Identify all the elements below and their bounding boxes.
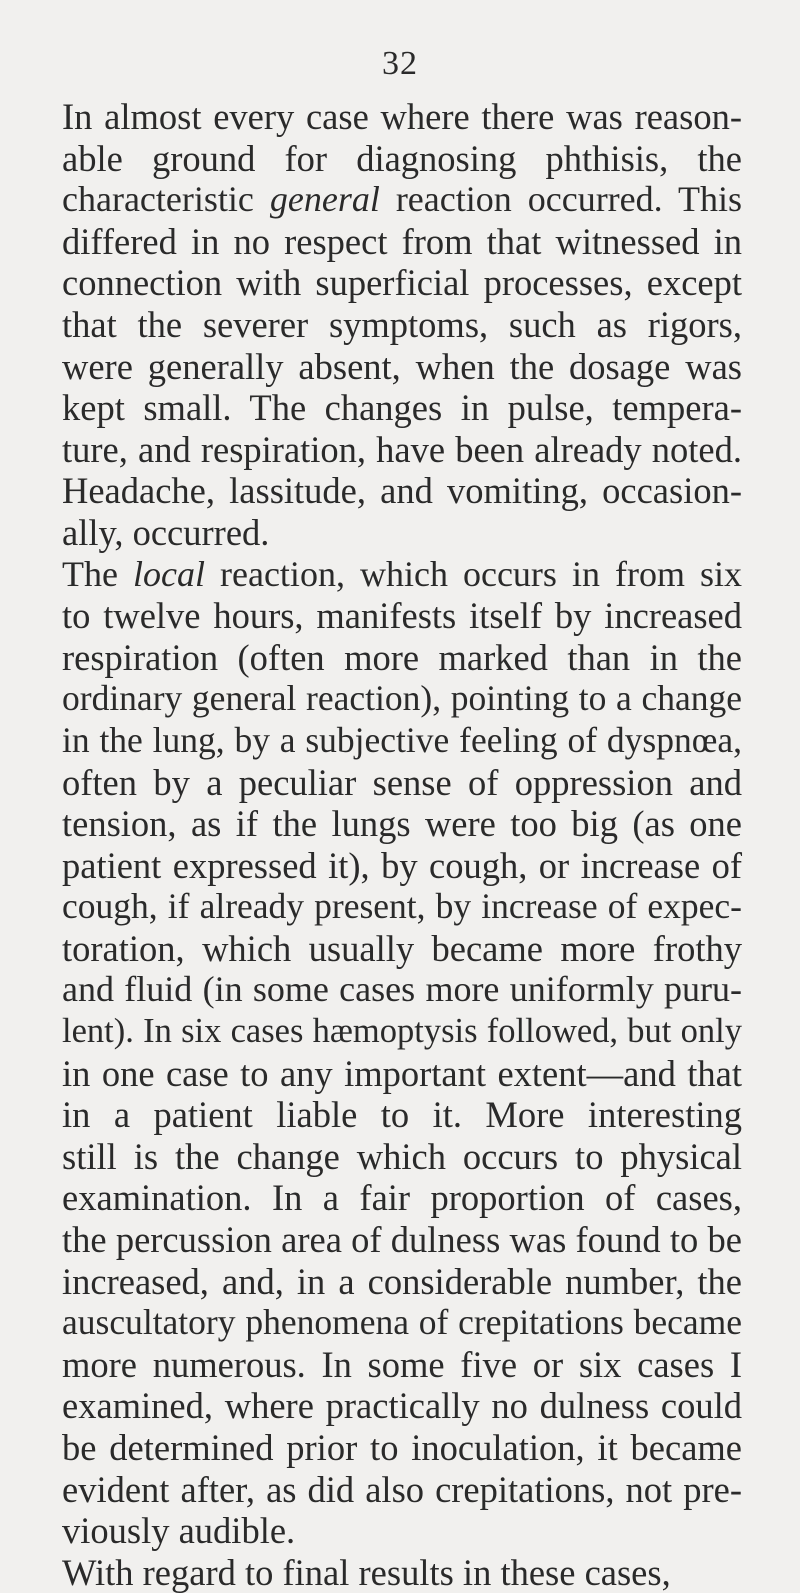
italic-emphasis: general xyxy=(269,179,380,220)
text-line: connection with superficial processes, except xyxy=(62,262,742,304)
text-fragment: characteristic xyxy=(62,179,270,220)
text-line: in the lung, by a subjective feeling of dyspnœa, xyxy=(62,719,742,760)
text-line xyxy=(62,554,742,596)
text-fragment: The xyxy=(62,553,133,594)
text-line: respiration (often more marked than in the xyxy=(62,636,742,678)
text-line: and fluid (in some cases more uniformly puru- xyxy=(62,969,742,1010)
text-line: patient expressed it), by cough, or increase of xyxy=(62,844,742,886)
text-line: kept small. The changes in pulse, tempera- xyxy=(62,387,742,429)
italic-emphasis: local xyxy=(133,553,205,594)
text-line: viously audible. xyxy=(62,1510,296,1552)
text-line: evident after, as did also crepitations, not pre- xyxy=(62,1468,742,1510)
body-text xyxy=(62,96,742,1593)
text-line: lent). In six cases hæmoptysis followed, but only xyxy=(62,1012,742,1051)
text-fragment: reaction occurred. This xyxy=(379,179,742,220)
text-line: to twelve hours, manifests itself by increased xyxy=(62,595,742,637)
page-number: 32 xyxy=(382,45,418,82)
text-line: ture, and respiration, have been already noted. xyxy=(62,428,742,470)
text-line: more numerous. In some five or six cases I xyxy=(62,1343,742,1385)
text-line: ally, occurred. xyxy=(62,511,270,553)
text-fragment: reaction, which occurs in from six xyxy=(204,553,742,594)
text-line: cough, if already present, by increase of expec- xyxy=(62,886,742,927)
text-line: were generally absent, when the dosage was xyxy=(62,345,742,387)
text-line: examined, where practically no dulness could xyxy=(62,1385,742,1427)
text-line: Headache, lassitude, and vomiting, occasion- xyxy=(62,470,742,512)
text-line: that the severer symptoms, such as rigors, xyxy=(62,303,742,345)
text-line: In almost every case where there was reason- xyxy=(62,96,742,137)
text-line: be determined prior to inoculation, it became xyxy=(62,1427,742,1468)
text-line: toration, which usually became more frothy xyxy=(62,927,742,969)
paragraph xyxy=(62,96,742,554)
text-line: in a patient liable to it. More interesting xyxy=(62,1094,742,1136)
paragraph xyxy=(62,1552,742,1593)
text-line: auscultatory phenomena of crepitations became xyxy=(62,1302,742,1343)
text-line: With regard to final results in these cases, xyxy=(62,1551,671,1593)
paragraph xyxy=(62,554,742,1552)
text-line: tension, as if the lungs were too big (as one xyxy=(62,803,742,845)
text-line: able ground for diagnosing phthisis, the xyxy=(62,137,742,179)
text-line: in one case to any important extent—and that xyxy=(62,1052,742,1094)
text-line xyxy=(62,179,742,221)
text-line: still is the change which occurs to physical xyxy=(62,1135,742,1177)
text-line: examination. In a fair proportion of cases, xyxy=(62,1177,742,1219)
text-line: differed in no respect from that witnessed in xyxy=(62,220,742,262)
text-line: often by a peculiar sense of oppression and xyxy=(62,761,742,803)
text-line: increased, and, in a considerable number, the xyxy=(62,1260,742,1302)
text-line: the percussion area of dulness was found to be xyxy=(62,1219,742,1261)
text-line: ordinary general reaction), pointing to a change xyxy=(62,678,742,719)
